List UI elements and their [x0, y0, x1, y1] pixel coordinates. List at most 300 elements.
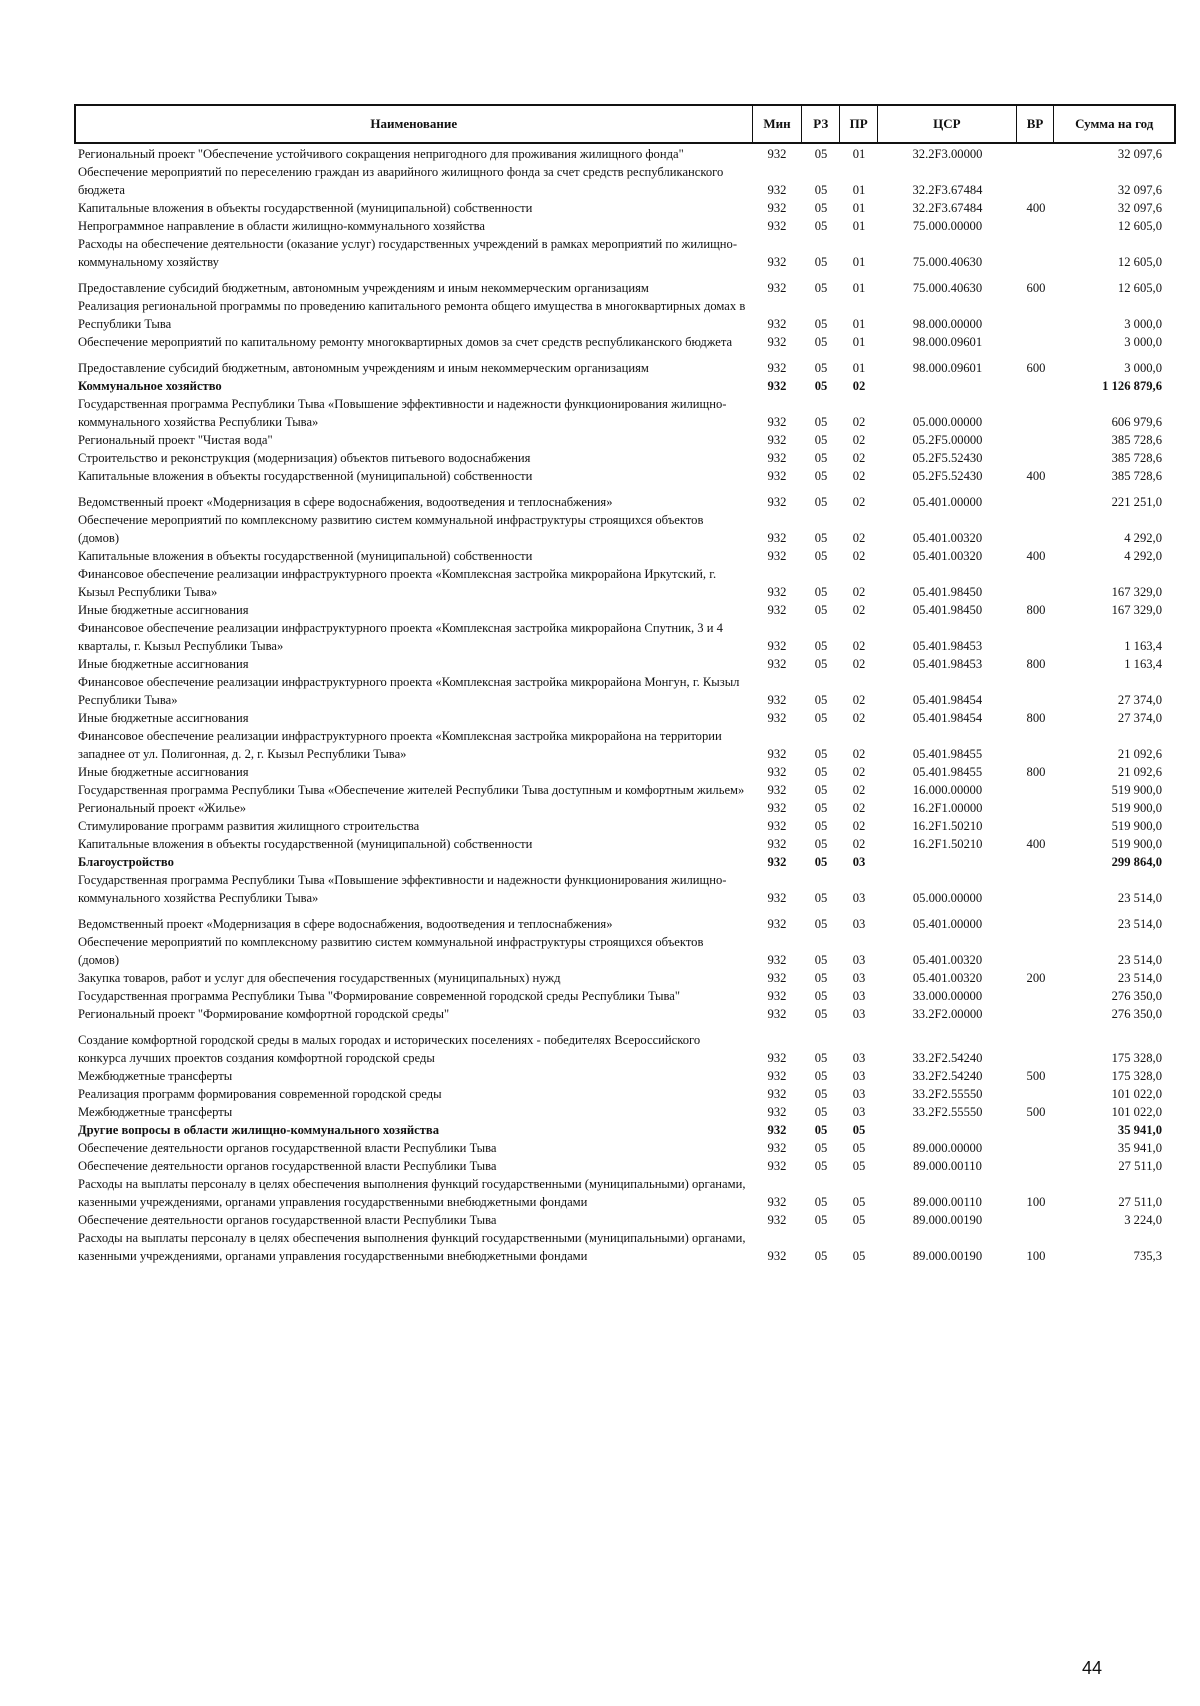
cell-csr: 16.000.00000 [912, 783, 983, 797]
cell-vr: 800 [1026, 657, 1046, 671]
cell-pr: 01 [852, 201, 866, 215]
cell-min: 932 [767, 335, 787, 349]
cell-pr: 02 [852, 603, 866, 617]
cell-rz: 05 [814, 819, 828, 833]
cell-csr: 33.000.00000 [912, 989, 983, 1003]
cell-name: Другие вопросы в области жилищно-коммунального хозяйства [78, 1123, 440, 1137]
cell-rz: 05 [814, 585, 828, 599]
cell-min: 932 [767, 953, 787, 967]
table-row [74, 1023, 1176, 1067]
cell-rz: 05 [814, 1195, 828, 1209]
cell-rz: 05 [814, 451, 828, 465]
header-sum: Сумма на год [1053, 106, 1174, 142]
cell-min: 932 [767, 1159, 787, 1173]
cell-vr: 800 [1026, 711, 1046, 725]
cell-vr: 600 [1026, 281, 1046, 295]
cell-rz: 05 [814, 531, 828, 545]
cell-name: Капитальные вложения в объекты государственной (муниципальной) собственности [78, 201, 533, 215]
cell-name: Стимулирование программ развития жилищного строительства [78, 819, 420, 833]
cell-name: Финансовое обеспечение реализации инфраструктурного проекта «Комплексная застройка микрорайона Монгун, г. Кызыл Республики Тыва» [78, 675, 740, 707]
cell-sum: 735,3 [1133, 1249, 1162, 1263]
table-row [74, 235, 1176, 271]
table-row [74, 467, 1176, 485]
cell-min: 932 [767, 415, 787, 429]
cell-vr: 100 [1026, 1249, 1046, 1263]
cell-rz: 05 [814, 361, 828, 375]
cell-csr: 05.401.98455 [912, 747, 983, 761]
cell-pr: 01 [852, 335, 866, 349]
cell-pr: 05 [852, 1141, 866, 1155]
cell-csr: 89.000.00190 [912, 1213, 983, 1227]
cell-pr: 02 [852, 585, 866, 599]
cell-csr: 16.2F1.50210 [912, 837, 983, 851]
cell-min: 932 [767, 549, 787, 563]
cell-sum: 385 728,6 [1111, 469, 1162, 483]
cell-min: 932 [767, 361, 787, 375]
cell-name: Непрограммное направление в области жилищно-коммунального хозяйства [78, 219, 485, 233]
cell-name: Расходы на обеспечение деятельности (оказание услуг) государственных учреждений в рамках мероприятий по жилищно-коммунальному хозяйству [78, 237, 738, 269]
table-row [74, 1121, 1176, 1139]
cell-pr: 02 [852, 783, 866, 797]
cell-sum: 1 163,4 [1124, 657, 1162, 671]
table-row [74, 145, 1176, 163]
cell-csr: 89.000.00110 [913, 1195, 982, 1209]
budget-table [74, 104, 1176, 1265]
cell-sum: 35 941,0 [1117, 1123, 1162, 1137]
cell-sum: 1 163,4 [1124, 639, 1162, 653]
cell-name: Капитальные вложения в объекты государственной (муниципальной) собственности [78, 549, 533, 563]
cell-sum: 32 097,6 [1117, 183, 1162, 197]
cell-rz: 05 [814, 281, 828, 295]
cell-rz: 05 [814, 495, 828, 509]
cell-pr: 03 [852, 1069, 866, 1083]
table-row [74, 601, 1176, 619]
header-csr: ЦСР [877, 106, 1016, 142]
cell-rz: 05 [814, 1159, 828, 1173]
table-row [74, 1229, 1176, 1265]
table-row [74, 1085, 1176, 1103]
cell-vr: 500 [1026, 1069, 1046, 1083]
cell-pr: 02 [852, 379, 866, 393]
cell-csr: 32.2F3.67484 [912, 201, 983, 215]
cell-rz: 05 [814, 335, 828, 349]
cell-name: Реализация программ формирования современной городской среды [78, 1087, 442, 1101]
cell-sum: 21 092,6 [1117, 747, 1162, 761]
cell-rz: 05 [814, 183, 828, 197]
cell-min: 932 [767, 1249, 787, 1263]
table-row [74, 1211, 1176, 1229]
cell-pr: 03 [852, 1007, 866, 1021]
cell-pr: 03 [852, 989, 866, 1003]
cell-rz: 05 [814, 783, 828, 797]
cell-name: Создание комфортной городской среды в малых городах и исторических поселениях - победителях Всероссийского конкурса лучших проектов создания комфортной городской среды [78, 1033, 701, 1065]
cell-sum: 276 350,0 [1111, 989, 1162, 1003]
table-row [74, 907, 1176, 933]
cell-min: 932 [767, 1051, 787, 1065]
cell-rz: 05 [814, 147, 828, 161]
table-row [74, 1103, 1176, 1121]
cell-csr: 33.2F2.55550 [912, 1087, 983, 1101]
cell-name: Ведомственный проект «Модернизация в сфере водоснабжения, водоотведения и теплоснабжения» [78, 495, 613, 509]
cell-sum: 12 605,0 [1117, 255, 1162, 269]
cell-name: Государственная программа Республики Тыва «Повышение эффективности и надежности функционирования жилищно-коммунального хозяйства Республики Тыва» [78, 397, 727, 429]
table-row [74, 673, 1176, 709]
table-row [74, 163, 1176, 199]
cell-sum: 27 511,0 [1118, 1195, 1162, 1209]
cell-sum: 21 092,6 [1117, 765, 1162, 779]
cell-csr: 05.401.98450 [912, 603, 983, 617]
cell-rz: 05 [814, 1105, 828, 1119]
cell-pr: 05 [852, 1123, 866, 1137]
cell-csr: 05.401.00000 [912, 495, 983, 509]
cell-min: 932 [767, 891, 787, 905]
cell-sum: 519 900,0 [1111, 837, 1162, 851]
cell-name: Финансовое обеспечение реализации инфраструктурного проекта «Комплексная застройка микрорайона Иркутский, г. Кызыл Республики Тыва» [78, 567, 717, 599]
cell-rz: 05 [814, 953, 828, 967]
cell-csr: 05.2F5.00000 [912, 433, 983, 447]
cell-sum: 35 941,0 [1117, 1141, 1162, 1155]
cell-name: Ведомственный проект «Модернизация в сфере водоснабжения, водоотведения и теплоснабжения» [78, 917, 613, 931]
cell-sum: 3 000,0 [1124, 335, 1162, 349]
cell-min: 932 [767, 433, 787, 447]
cell-pr: 03 [852, 1105, 866, 1119]
cell-pr: 02 [852, 451, 866, 465]
cell-pr: 01 [852, 219, 866, 233]
cell-name: Строительство и реконструкция (модернизация) объектов питьевого водоснабжения [78, 451, 531, 465]
cell-rz: 05 [814, 917, 828, 931]
cell-name: Обеспечение деятельности органов государственной власти Республики Тыва [78, 1159, 497, 1173]
cell-vr: 100 [1026, 1195, 1046, 1209]
cell-vr: 400 [1026, 837, 1046, 851]
cell-name: Расходы на выплаты персоналу в целях обеспечения выполнения функций государственными (муниципальными) органами, казенными учреждениями, органами управления государственными внебюджетными фондами [78, 1177, 746, 1209]
cell-min: 932 [767, 1069, 787, 1083]
header-pr: ПР [839, 106, 877, 142]
table-row [74, 933, 1176, 969]
cell-pr: 03 [852, 855, 866, 869]
cell-pr: 05 [852, 1249, 866, 1263]
cell-min: 932 [767, 183, 787, 197]
cell-csr: 05.401.98454 [912, 711, 983, 725]
cell-rz: 05 [814, 891, 828, 905]
table-row [74, 763, 1176, 781]
cell-name: Обеспечение мероприятий по переселению граждан из аварийного жилищного фонда за счет средств республиканского бюджета [78, 165, 724, 197]
cell-sum: 519 900,0 [1111, 801, 1162, 815]
cell-name: Предоставление субсидий бюджетным, автономным учреждениям и иным некоммерческим организациям [78, 281, 649, 295]
cell-name: Иные бюджетные ассигнования [78, 603, 249, 617]
cell-rz: 05 [814, 1249, 828, 1263]
cell-csr: 75.000.40630 [912, 281, 983, 295]
cell-min: 932 [767, 147, 787, 161]
cell-sum: 167 329,0 [1111, 603, 1162, 617]
cell-pr: 03 [852, 1087, 866, 1101]
cell-sum: 175 328,0 [1111, 1069, 1162, 1083]
table-row [74, 709, 1176, 727]
cell-min: 932 [767, 917, 787, 931]
table-row [74, 619, 1176, 655]
cell-sum: 4 292,0 [1124, 549, 1162, 563]
table-row [74, 449, 1176, 467]
cell-sum: 3 000,0 [1124, 361, 1162, 375]
cell-min: 932 [767, 255, 787, 269]
cell-csr: 05.401.98450 [912, 585, 983, 599]
cell-sum: 23 514,0 [1117, 953, 1162, 967]
cell-name: Региональный проект «Жилье» [78, 801, 247, 815]
cell-pr: 02 [852, 433, 866, 447]
cell-min: 932 [767, 639, 787, 653]
cell-rz: 05 [814, 989, 828, 1003]
cell-csr: 32.2F3.67484 [912, 183, 983, 197]
cell-min: 932 [767, 765, 787, 779]
cell-pr: 02 [852, 801, 866, 815]
cell-vr: 400 [1026, 549, 1046, 563]
cell-rz: 05 [814, 549, 828, 563]
cell-sum: 3 224,0 [1124, 1213, 1162, 1227]
cell-pr: 02 [852, 747, 866, 761]
cell-csr: 05.401.00000 [912, 917, 983, 931]
cell-pr: 02 [852, 837, 866, 851]
cell-sum: 519 900,0 [1111, 783, 1162, 797]
cell-sum: 299 864,0 [1111, 855, 1162, 869]
cell-name: Закупка товаров, работ и услуг для обеспечения государственных (муниципальных) нужд [78, 971, 561, 985]
cell-pr: 01 [852, 361, 866, 375]
table-row [74, 297, 1176, 333]
cell-rz: 05 [814, 1123, 828, 1137]
cell-csr: 98.000.09601 [912, 361, 983, 375]
cell-csr: 33.2F2.55550 [912, 1105, 983, 1119]
header-name: Наименование [370, 116, 458, 131]
table-row [74, 547, 1176, 565]
cell-min: 932 [767, 451, 787, 465]
cell-rz: 05 [814, 711, 828, 725]
cell-pr: 02 [852, 693, 866, 707]
cell-name: Межбюджетные трансферты [78, 1069, 233, 1083]
table-row [74, 727, 1176, 763]
cell-rz: 05 [814, 765, 828, 779]
cell-pr: 05 [852, 1159, 866, 1173]
cell-pr: 03 [852, 1051, 866, 1065]
cell-sum: 27 511,0 [1118, 1159, 1162, 1173]
cell-rz: 05 [814, 603, 828, 617]
cell-sum: 23 514,0 [1117, 971, 1162, 985]
cell-min: 932 [767, 783, 787, 797]
cell-min: 932 [767, 747, 787, 761]
cell-min: 932 [767, 469, 787, 483]
cell-sum: 12 605,0 [1117, 219, 1162, 233]
cell-rz: 05 [814, 639, 828, 653]
cell-min: 932 [767, 1195, 787, 1209]
table-row [74, 781, 1176, 799]
cell-name: Финансовое обеспечение реализации инфраструктурного проекта «Комплексная застройка микрорайона Спутник, 3 и 4 кварталы, г. Кызыл Республики Тыва» [78, 621, 723, 653]
cell-csr: 16.2F1.50210 [912, 819, 983, 833]
cell-rz: 05 [814, 1087, 828, 1101]
cell-csr: 98.000.00000 [912, 317, 983, 331]
cell-min: 932 [767, 1213, 787, 1227]
cell-name: Государственная программа Республики Тыва "Формирование современной городской среды Республики Тыва" [78, 989, 680, 1003]
table-row [74, 565, 1176, 601]
cell-sum: 221 251,0 [1111, 495, 1162, 509]
table-row [74, 217, 1176, 235]
cell-min: 932 [767, 1123, 787, 1137]
table-row [74, 271, 1176, 297]
cell-sum: 606 979,6 [1111, 415, 1162, 429]
cell-min: 932 [767, 495, 787, 509]
cell-name: Благоустройство [78, 855, 174, 869]
cell-sum: 23 514,0 [1117, 891, 1162, 905]
cell-vr: 800 [1026, 603, 1046, 617]
cell-name: Финансовое обеспечение реализации инфраструктурного проекта «Комплексная застройка микрорайона на территории западнее от ул. Полигонная, д. 2, г. Кызыл Республики Тыва» [78, 729, 722, 761]
cell-name: Реализация региональной программы по проведению капитального ремонта общего имущества в многоквартирных домах в Республики Тыва [78, 299, 746, 331]
cell-vr: 400 [1026, 469, 1046, 483]
table-row [74, 395, 1176, 431]
cell-rz: 05 [814, 219, 828, 233]
cell-name: Иные бюджетные ассигнования [78, 765, 249, 779]
cell-min: 932 [767, 837, 787, 851]
cell-csr: 05.401.98455 [912, 765, 983, 779]
cell-min: 932 [767, 711, 787, 725]
cell-rz: 05 [814, 1069, 828, 1083]
cell-name: Капитальные вложения в объекты государственной (муниципальной) собственности [78, 837, 533, 851]
cell-name: Иные бюджетные ассигнования [78, 657, 249, 671]
table-row [74, 655, 1176, 673]
table-row [74, 871, 1176, 907]
cell-sum: 4 292,0 [1124, 531, 1162, 545]
cell-min: 932 [767, 989, 787, 1003]
cell-name: Обеспечение деятельности органов государственной власти Республики Тыва [78, 1213, 497, 1227]
cell-pr: 01 [852, 281, 866, 295]
table-row [74, 817, 1176, 835]
table-row [74, 1139, 1176, 1157]
table-row [74, 485, 1176, 511]
cell-csr: 98.000.09601 [912, 335, 983, 349]
cell-pr: 02 [852, 495, 866, 509]
cell-sum: 519 900,0 [1111, 819, 1162, 833]
cell-pr: 02 [852, 819, 866, 833]
table-row [74, 853, 1176, 871]
table-row [74, 1157, 1176, 1175]
cell-vr: 200 [1026, 971, 1046, 985]
cell-csr: 16.2F1.00000 [912, 801, 983, 815]
cell-min: 932 [767, 1087, 787, 1101]
cell-rz: 05 [814, 255, 828, 269]
cell-sum: 101 022,0 [1111, 1105, 1162, 1119]
cell-vr: 500 [1026, 1105, 1046, 1119]
cell-name: Государственная программа Республики Тыва «Повышение эффективности и надежности функционирования жилищно-коммунального хозяйства Республики Тыва» [78, 873, 727, 905]
cell-sum: 385 728,6 [1111, 451, 1162, 465]
cell-name: Расходы на выплаты персоналу в целях обеспечения выполнения функций государственными (муниципальными) органами, казенными учреждениями, органами управления государственными внебюджетными фондами [78, 1231, 746, 1263]
cell-pr: 01 [852, 183, 866, 197]
cell-csr: 05.401.98453 [912, 639, 983, 653]
cell-min: 932 [767, 1105, 787, 1119]
cell-pr: 01 [852, 317, 866, 331]
table-row [74, 1067, 1176, 1085]
header-vr: ВР [1016, 106, 1054, 142]
cell-name: Региональный проект "Обеспечение устойчивого сокращения непригодного для проживания жилищного фонда" [78, 147, 684, 161]
header-rz: РЗ [801, 106, 839, 142]
cell-min: 932 [767, 1007, 787, 1021]
cell-sum: 27 374,0 [1117, 693, 1162, 707]
cell-pr: 02 [852, 765, 866, 779]
cell-csr: 89.000.00110 [913, 1159, 982, 1173]
cell-rz: 05 [814, 201, 828, 215]
cell-rz: 05 [814, 801, 828, 815]
cell-sum: 101 022,0 [1111, 1087, 1162, 1101]
cell-rz: 05 [814, 433, 828, 447]
cell-csr: 05.401.00320 [912, 549, 983, 563]
cell-min: 932 [767, 201, 787, 215]
table-row [74, 199, 1176, 217]
table-row [74, 1005, 1176, 1023]
cell-min: 932 [767, 219, 787, 233]
cell-csr: 05.401.00320 [912, 971, 983, 985]
cell-min: 932 [767, 971, 787, 985]
cell-pr: 02 [852, 711, 866, 725]
table-row [74, 1175, 1176, 1211]
cell-rz: 05 [814, 1007, 828, 1021]
cell-sum: 12 605,0 [1117, 281, 1162, 295]
table-header [74, 104, 1176, 144]
table-row [74, 333, 1176, 351]
cell-csr: 33.2F2.54240 [912, 1051, 983, 1065]
cell-rz: 05 [814, 693, 828, 707]
cell-name: Региональный проект "Формирование комфортной городской среды" [78, 1007, 450, 1021]
cell-sum: 32 097,6 [1117, 201, 1162, 215]
cell-min: 932 [767, 855, 787, 869]
cell-pr: 01 [852, 147, 866, 161]
table-row [74, 969, 1176, 987]
cell-pr: 02 [852, 415, 866, 429]
cell-rz: 05 [814, 379, 828, 393]
cell-pr: 02 [852, 531, 866, 545]
cell-csr: 89.000.00190 [912, 1249, 983, 1263]
cell-name: Обеспечение мероприятий по комплексному развитию систем коммунальной инфраструктуры строящихся объектов (домов) [78, 935, 704, 967]
cell-pr: 03 [852, 917, 866, 931]
cell-name: Обеспечение мероприятий по капитальному ремонту многоквартирных домов за счет средств республиканского бюджета [78, 335, 733, 349]
cell-csr: 05.401.98454 [912, 693, 983, 707]
cell-csr: 05.401.00320 [912, 953, 983, 967]
cell-min: 932 [767, 317, 787, 331]
cell-pr: 03 [852, 891, 866, 905]
cell-min: 932 [767, 379, 787, 393]
cell-csr: 05.401.98453 [912, 657, 983, 671]
cell-sum: 23 514,0 [1117, 917, 1162, 931]
cell-name: Обеспечение деятельности органов государственной власти Республики Тыва [78, 1141, 497, 1155]
cell-csr: 75.000.40630 [912, 255, 983, 269]
cell-min: 932 [767, 801, 787, 815]
cell-pr: 05 [852, 1213, 866, 1227]
cell-min: 932 [767, 585, 787, 599]
cell-name: Обеспечение мероприятий по комплексному развитию систем коммунальной инфраструктуры строящихся объектов (домов) [78, 513, 704, 545]
cell-rz: 05 [814, 415, 828, 429]
table-row [74, 987, 1176, 1005]
cell-pr: 02 [852, 469, 866, 483]
cell-csr: 89.000.00000 [912, 1141, 983, 1155]
table-row [74, 799, 1176, 817]
cell-csr: 05.000.00000 [912, 415, 983, 429]
cell-sum: 32 097,6 [1117, 147, 1162, 161]
table-row [74, 511, 1176, 547]
cell-rz: 05 [814, 837, 828, 851]
cell-pr: 02 [852, 549, 866, 563]
cell-pr: 03 [852, 971, 866, 985]
cell-rz: 05 [814, 747, 828, 761]
cell-vr: 600 [1026, 361, 1046, 375]
cell-rz: 05 [814, 469, 828, 483]
cell-min: 932 [767, 1141, 787, 1155]
cell-rz: 05 [814, 971, 828, 985]
cell-min: 932 [767, 693, 787, 707]
cell-vr: 800 [1026, 765, 1046, 779]
cell-csr: 33.2F2.00000 [912, 1007, 983, 1021]
